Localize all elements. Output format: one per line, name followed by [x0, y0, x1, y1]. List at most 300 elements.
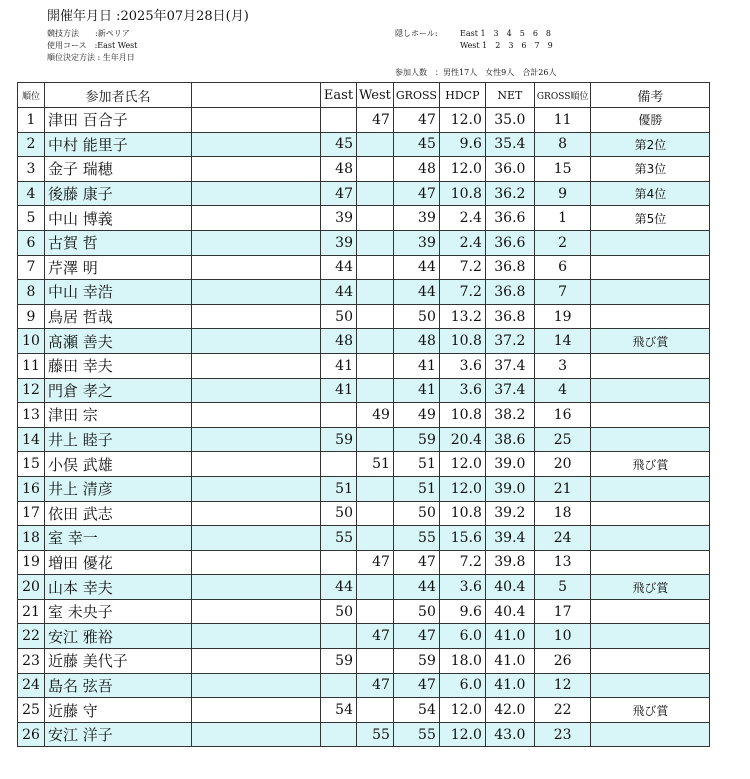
blank-cell — [192, 304, 321, 329]
hdcp-cell: 3.6 — [439, 353, 485, 378]
name-cell: 津田 百合子 — [45, 108, 192, 133]
table-row — [18, 698, 710, 723]
rank-cell: 15 — [18, 452, 45, 477]
remarks-cell — [591, 722, 710, 747]
east-score-cell: 48 — [321, 157, 357, 182]
net-cell: 36.8 — [485, 255, 534, 280]
remarks-cell — [591, 280, 710, 305]
rank-cell: 12 — [18, 378, 45, 403]
table-row — [18, 649, 710, 674]
rank-cell: 13 — [18, 403, 45, 428]
table-row — [18, 378, 710, 403]
gross-rank-cell: 4 — [534, 378, 591, 403]
gross-cell: 44 — [393, 255, 439, 280]
remarks-cell — [591, 304, 710, 329]
remarks-cell — [591, 403, 710, 428]
gross-cell: 50 — [393, 599, 439, 624]
net-cell: 39.4 — [485, 526, 534, 551]
hdcp-cell: 12.0 — [439, 722, 485, 747]
net-cell: 36.6 — [485, 230, 534, 255]
hdcp-cell: 10.8 — [439, 181, 485, 206]
blank-cell — [192, 673, 321, 698]
rank-cell: 23 — [18, 649, 45, 674]
net-cell: 39.8 — [485, 550, 534, 575]
rank-cell: 11 — [18, 353, 45, 378]
west-score-cell: 47 — [357, 673, 394, 698]
col-name: 参加者氏名 — [45, 83, 192, 108]
table-row — [18, 526, 710, 551]
hidden-holes-label: 隠しホール: — [395, 29, 438, 38]
table-row — [18, 132, 710, 157]
table-row — [18, 181, 710, 206]
east-score-cell: 59 — [321, 427, 357, 452]
blank-cell — [192, 108, 321, 133]
remarks-cell: 第5位 — [591, 206, 710, 231]
gross-rank-cell: 25 — [534, 427, 591, 452]
ranking-method: 順位決定方法 : 生年月日 — [47, 53, 135, 62]
east-score-cell: 39 — [321, 206, 357, 231]
blank-cell — [192, 452, 321, 477]
west-score-cell: 47 — [357, 624, 394, 649]
name-cell: 近藤 美代子 — [45, 649, 192, 674]
event-date: 開催年月日 :2025年07月28日(月) — [47, 9, 249, 24]
hdcp-cell: 10.8 — [439, 403, 485, 428]
east-score-cell: 54 — [321, 698, 357, 723]
remarks-cell: 飛び賞 — [591, 452, 710, 477]
remarks-cell — [591, 599, 710, 624]
gross-rank-cell: 24 — [534, 526, 591, 551]
gross-cell: 49 — [393, 403, 439, 428]
blank-cell — [192, 157, 321, 182]
table-row — [18, 427, 710, 452]
rank-cell: 6 — [18, 230, 45, 255]
table-row — [18, 624, 710, 649]
gross-cell: 55 — [393, 722, 439, 747]
west-score-cell — [357, 649, 394, 674]
remarks-cell — [591, 649, 710, 674]
gross-rank-cell: 19 — [534, 304, 591, 329]
blank-cell — [192, 698, 321, 723]
gross-cell: 47 — [393, 673, 439, 698]
table-row — [18, 255, 710, 280]
col-gross: GROSS — [393, 83, 439, 108]
table-row — [18, 722, 710, 747]
hdcp-cell: 12.0 — [439, 108, 485, 133]
name-cell: 依田 武志 — [45, 501, 192, 526]
west-score-cell: 55 — [357, 722, 394, 747]
remarks-cell — [591, 230, 710, 255]
name-cell: 山本 幸夫 — [45, 575, 192, 600]
remarks-cell: 飛び賞 — [591, 575, 710, 600]
remarks-cell: 第2位 — [591, 132, 710, 157]
col-gross-rank: GROSS順位 — [534, 83, 591, 108]
rank-cell: 9 — [18, 304, 45, 329]
gross-rank-cell: 21 — [534, 476, 591, 501]
gross-cell: 51 — [393, 452, 439, 477]
rank-cell: 19 — [18, 550, 45, 575]
name-cell: 中村 能里子 — [45, 132, 192, 157]
west-score-cell: 47 — [357, 108, 394, 133]
gross-cell: 59 — [393, 427, 439, 452]
blank-cell — [192, 427, 321, 452]
east-score-cell — [321, 550, 357, 575]
net-cell: 41.0 — [485, 673, 534, 698]
rank-cell: 22 — [18, 624, 45, 649]
west-score-cell — [357, 280, 394, 305]
east-score-cell: 41 — [321, 378, 357, 403]
rank-cell: 21 — [18, 599, 45, 624]
remarks-cell — [591, 427, 710, 452]
rank-cell: 10 — [18, 329, 45, 354]
hdcp-cell: 15.6 — [439, 526, 485, 551]
table-row — [18, 280, 710, 305]
table-row — [18, 550, 710, 575]
gross-cell: 47 — [393, 550, 439, 575]
rank-cell: 4 — [18, 181, 45, 206]
remarks-cell — [591, 501, 710, 526]
gross-rank-cell: 20 — [534, 452, 591, 477]
rank-cell: 5 — [18, 206, 45, 231]
net-cell: 43.0 — [485, 722, 534, 747]
west-score-cell — [357, 304, 394, 329]
hdcp-cell: 6.0 — [439, 624, 485, 649]
rank-cell: 2 — [18, 132, 45, 157]
gross-rank-cell: 16 — [534, 403, 591, 428]
gross-rank-cell: 6 — [534, 255, 591, 280]
name-cell: 中山 幸浩 — [45, 280, 192, 305]
remarks-cell — [591, 526, 710, 551]
east-score-cell: 50 — [321, 304, 357, 329]
gross-rank-cell: 11 — [534, 108, 591, 133]
remarks-cell — [591, 550, 710, 575]
net-cell: 40.4 — [485, 575, 534, 600]
east-score-cell: 47 — [321, 181, 357, 206]
net-cell: 36.6 — [485, 206, 534, 231]
gross-cell: 39 — [393, 206, 439, 231]
blank-cell — [192, 280, 321, 305]
hdcp-cell: 9.6 — [439, 599, 485, 624]
col-east: East — [321, 83, 357, 108]
hdcp-cell: 12.0 — [439, 157, 485, 182]
table-row — [18, 476, 710, 501]
gross-rank-cell: 3 — [534, 353, 591, 378]
name-cell: 金子 瑞穂 — [45, 157, 192, 182]
name-cell: 古賀 哲 — [45, 230, 192, 255]
gross-cell: 44 — [393, 575, 439, 600]
hdcp-cell: 10.8 — [439, 501, 485, 526]
blank-cell — [192, 526, 321, 551]
gross-cell: 47 — [393, 624, 439, 649]
competition-method: 競技方法 :新ペリア — [47, 29, 130, 38]
net-cell: 36.8 — [485, 280, 534, 305]
remarks-cell: 飛び賞 — [591, 329, 710, 354]
name-cell: 安江 洋子 — [45, 722, 192, 747]
hidden-holes-east: East 1 3 4 5 6 8 — [460, 29, 552, 38]
east-score-cell — [321, 403, 357, 428]
blank-cell — [192, 575, 321, 600]
name-cell: 藤田 幸夫 — [45, 353, 192, 378]
table-row — [18, 304, 710, 329]
net-cell: 39.0 — [485, 452, 534, 477]
name-cell: 髙瀬 善夫 — [45, 329, 192, 354]
blank-cell — [192, 550, 321, 575]
table-row — [18, 575, 710, 600]
rank-cell: 8 — [18, 280, 45, 305]
net-cell: 36.0 — [485, 157, 534, 182]
remarks-cell: 優勝 — [591, 108, 710, 133]
west-score-cell: 47 — [357, 550, 394, 575]
name-cell: 津田 宗 — [45, 403, 192, 428]
hdcp-cell: 9.6 — [439, 132, 485, 157]
gross-rank-cell: 7 — [534, 280, 591, 305]
east-score-cell: 44 — [321, 280, 357, 305]
gross-cell: 51 — [393, 476, 439, 501]
col-remarks: 備考 — [591, 83, 710, 108]
remarks-cell: 飛び賞 — [591, 698, 710, 723]
hdcp-cell: 3.6 — [439, 575, 485, 600]
net-cell: 36.2 — [485, 181, 534, 206]
table-row — [18, 501, 710, 526]
gross-cell: 45 — [393, 132, 439, 157]
west-score-cell — [357, 181, 394, 206]
hdcp-cell: 12.0 — [439, 452, 485, 477]
gross-rank-cell: 23 — [534, 722, 591, 747]
col-hdcp: HDCP — [439, 83, 485, 108]
remarks-cell — [591, 673, 710, 698]
west-score-cell — [357, 157, 394, 182]
blank-cell — [192, 649, 321, 674]
net-cell: 36.8 — [485, 304, 534, 329]
gross-cell: 48 — [393, 157, 439, 182]
gross-cell: 41 — [393, 378, 439, 403]
table-row — [18, 403, 710, 428]
east-score-cell: 45 — [321, 132, 357, 157]
blank-cell — [192, 476, 321, 501]
name-cell: 近藤 守 — [45, 698, 192, 723]
west-score-cell — [357, 329, 394, 354]
hdcp-cell: 7.2 — [439, 255, 485, 280]
net-cell: 35.4 — [485, 132, 534, 157]
rank-cell: 14 — [18, 427, 45, 452]
gross-rank-cell: 9 — [534, 181, 591, 206]
gross-cell: 39 — [393, 230, 439, 255]
west-score-cell — [357, 698, 394, 723]
gross-cell: 50 — [393, 304, 439, 329]
table-row — [18, 157, 710, 182]
table-row — [18, 230, 710, 255]
net-cell: 39.2 — [485, 501, 534, 526]
net-cell: 38.2 — [485, 403, 534, 428]
hdcp-cell: 10.8 — [439, 329, 485, 354]
hdcp-cell: 12.0 — [439, 476, 485, 501]
west-score-cell — [357, 255, 394, 280]
net-cell: 37.4 — [485, 353, 534, 378]
blank-cell — [192, 722, 321, 747]
east-score-cell: 51 — [321, 476, 357, 501]
east-score-cell — [321, 722, 357, 747]
net-cell: 35.0 — [485, 108, 534, 133]
west-score-cell — [357, 132, 394, 157]
name-cell: 井上 清彦 — [45, 476, 192, 501]
gross-rank-cell: 18 — [534, 501, 591, 526]
west-score-cell — [357, 230, 394, 255]
west-score-cell — [357, 501, 394, 526]
gross-rank-cell: 14 — [534, 329, 591, 354]
net-cell: 41.0 — [485, 649, 534, 674]
name-cell: 井上 睦子 — [45, 427, 192, 452]
gross-cell: 59 — [393, 649, 439, 674]
rank-cell: 25 — [18, 698, 45, 723]
blank-cell — [192, 501, 321, 526]
table-row — [18, 452, 710, 477]
name-cell: 後藤 康子 — [45, 181, 192, 206]
table-row — [18, 353, 710, 378]
west-score-cell — [357, 526, 394, 551]
gross-rank-cell: 17 — [534, 599, 591, 624]
east-score-cell: 55 — [321, 526, 357, 551]
gross-rank-cell: 26 — [534, 649, 591, 674]
east-score-cell: 44 — [321, 575, 357, 600]
gross-rank-cell: 2 — [534, 230, 591, 255]
rank-cell: 7 — [18, 255, 45, 280]
west-score-cell — [357, 575, 394, 600]
table-row — [18, 673, 710, 698]
remarks-cell — [591, 353, 710, 378]
gross-cell: 50 — [393, 501, 439, 526]
west-score-cell: 51 — [357, 452, 394, 477]
rank-cell: 3 — [18, 157, 45, 182]
name-cell: 増田 優花 — [45, 550, 192, 575]
hdcp-cell: 7.2 — [439, 280, 485, 305]
blank-cell — [192, 132, 321, 157]
hdcp-cell: 13.2 — [439, 304, 485, 329]
hdcp-cell: 2.4 — [439, 206, 485, 231]
table-row — [18, 206, 710, 231]
east-score-cell: 50 — [321, 599, 357, 624]
gross-rank-cell: 13 — [534, 550, 591, 575]
name-cell: 島名 弦吾 — [45, 673, 192, 698]
net-cell: 41.0 — [485, 624, 534, 649]
remarks-cell — [591, 378, 710, 403]
col-blank — [192, 83, 321, 108]
net-cell: 37.2 — [485, 329, 534, 354]
col-net: NET — [485, 83, 534, 108]
gross-rank-cell: 22 — [534, 698, 591, 723]
rank-cell: 16 — [18, 476, 45, 501]
east-score-cell: 41 — [321, 353, 357, 378]
col-rank: 順位 — [18, 83, 45, 108]
col-west: West — [357, 83, 394, 108]
hdcp-cell: 6.0 — [439, 673, 485, 698]
west-score-cell — [357, 476, 394, 501]
name-cell: 鳥居 哲哉 — [45, 304, 192, 329]
blank-cell — [192, 329, 321, 354]
course-used: 使用コース :East West — [47, 41, 138, 50]
gross-rank-cell: 5 — [534, 575, 591, 600]
net-cell: 37.4 — [485, 378, 534, 403]
east-score-cell — [321, 108, 357, 133]
hdcp-cell: 12.0 — [439, 698, 485, 723]
west-score-cell — [357, 206, 394, 231]
table-row — [18, 599, 710, 624]
gross-cell: 55 — [393, 526, 439, 551]
west-score-cell — [357, 378, 394, 403]
hdcp-cell: 2.4 — [439, 230, 485, 255]
west-score-cell — [357, 353, 394, 378]
name-cell: 室 未央子 — [45, 599, 192, 624]
net-cell: 40.4 — [485, 599, 534, 624]
remarks-cell — [591, 624, 710, 649]
blank-cell — [192, 230, 321, 255]
blank-cell — [192, 255, 321, 280]
gross-cell: 48 — [393, 329, 439, 354]
rank-cell: 18 — [18, 526, 45, 551]
blank-cell — [192, 624, 321, 649]
east-score-cell: 44 — [321, 255, 357, 280]
gross-rank-cell: 12 — [534, 673, 591, 698]
name-cell: 門倉 孝之 — [45, 378, 192, 403]
name-cell: 小俣 武雄 — [45, 452, 192, 477]
east-score-cell — [321, 624, 357, 649]
gross-cell: 54 — [393, 698, 439, 723]
gross-cell: 47 — [393, 108, 439, 133]
remarks-cell: 第4位 — [591, 181, 710, 206]
east-score-cell: 39 — [321, 230, 357, 255]
gross-rank-cell: 1 — [534, 206, 591, 231]
hdcp-cell: 20.4 — [439, 427, 485, 452]
west-score-cell — [357, 599, 394, 624]
net-cell: 42.0 — [485, 698, 534, 723]
net-cell: 39.0 — [485, 476, 534, 501]
hdcp-cell: 18.0 — [439, 649, 485, 674]
hdcp-cell: 7.2 — [439, 550, 485, 575]
blank-cell — [192, 181, 321, 206]
table-row — [18, 329, 710, 354]
west-score-cell — [357, 427, 394, 452]
gross-cell: 41 — [393, 353, 439, 378]
blank-cell — [192, 403, 321, 428]
east-score-cell: 59 — [321, 649, 357, 674]
results-table — [17, 82, 710, 747]
blank-cell — [192, 599, 321, 624]
name-cell: 安江 雅裕 — [45, 624, 192, 649]
rank-cell: 24 — [18, 673, 45, 698]
east-score-cell: 50 — [321, 501, 357, 526]
blank-cell — [192, 206, 321, 231]
rank-cell: 1 — [18, 108, 45, 133]
west-score-cell: 49 — [357, 403, 394, 428]
participant-count: 参加人数 ：男性17人 女性9人 合計26人 — [395, 68, 557, 77]
gross-cell: 44 — [393, 280, 439, 305]
name-cell: 室 幸一 — [45, 526, 192, 551]
gross-rank-cell: 8 — [534, 132, 591, 157]
remarks-cell — [591, 255, 710, 280]
name-cell: 中山 博義 — [45, 206, 192, 231]
east-score-cell: 48 — [321, 329, 357, 354]
east-score-cell — [321, 452, 357, 477]
gross-rank-cell: 15 — [534, 157, 591, 182]
rank-cell: 26 — [18, 722, 45, 747]
rank-cell: 20 — [18, 575, 45, 600]
name-cell: 芹澤 明 — [45, 255, 192, 280]
hidden-holes-west: West 1 2 3 6 7 9 — [460, 41, 553, 50]
blank-cell — [192, 378, 321, 403]
table-header-row — [18, 83, 710, 108]
net-cell: 38.6 — [485, 427, 534, 452]
blank-cell — [192, 353, 321, 378]
hdcp-cell: 3.6 — [439, 378, 485, 403]
east-score-cell — [321, 673, 357, 698]
